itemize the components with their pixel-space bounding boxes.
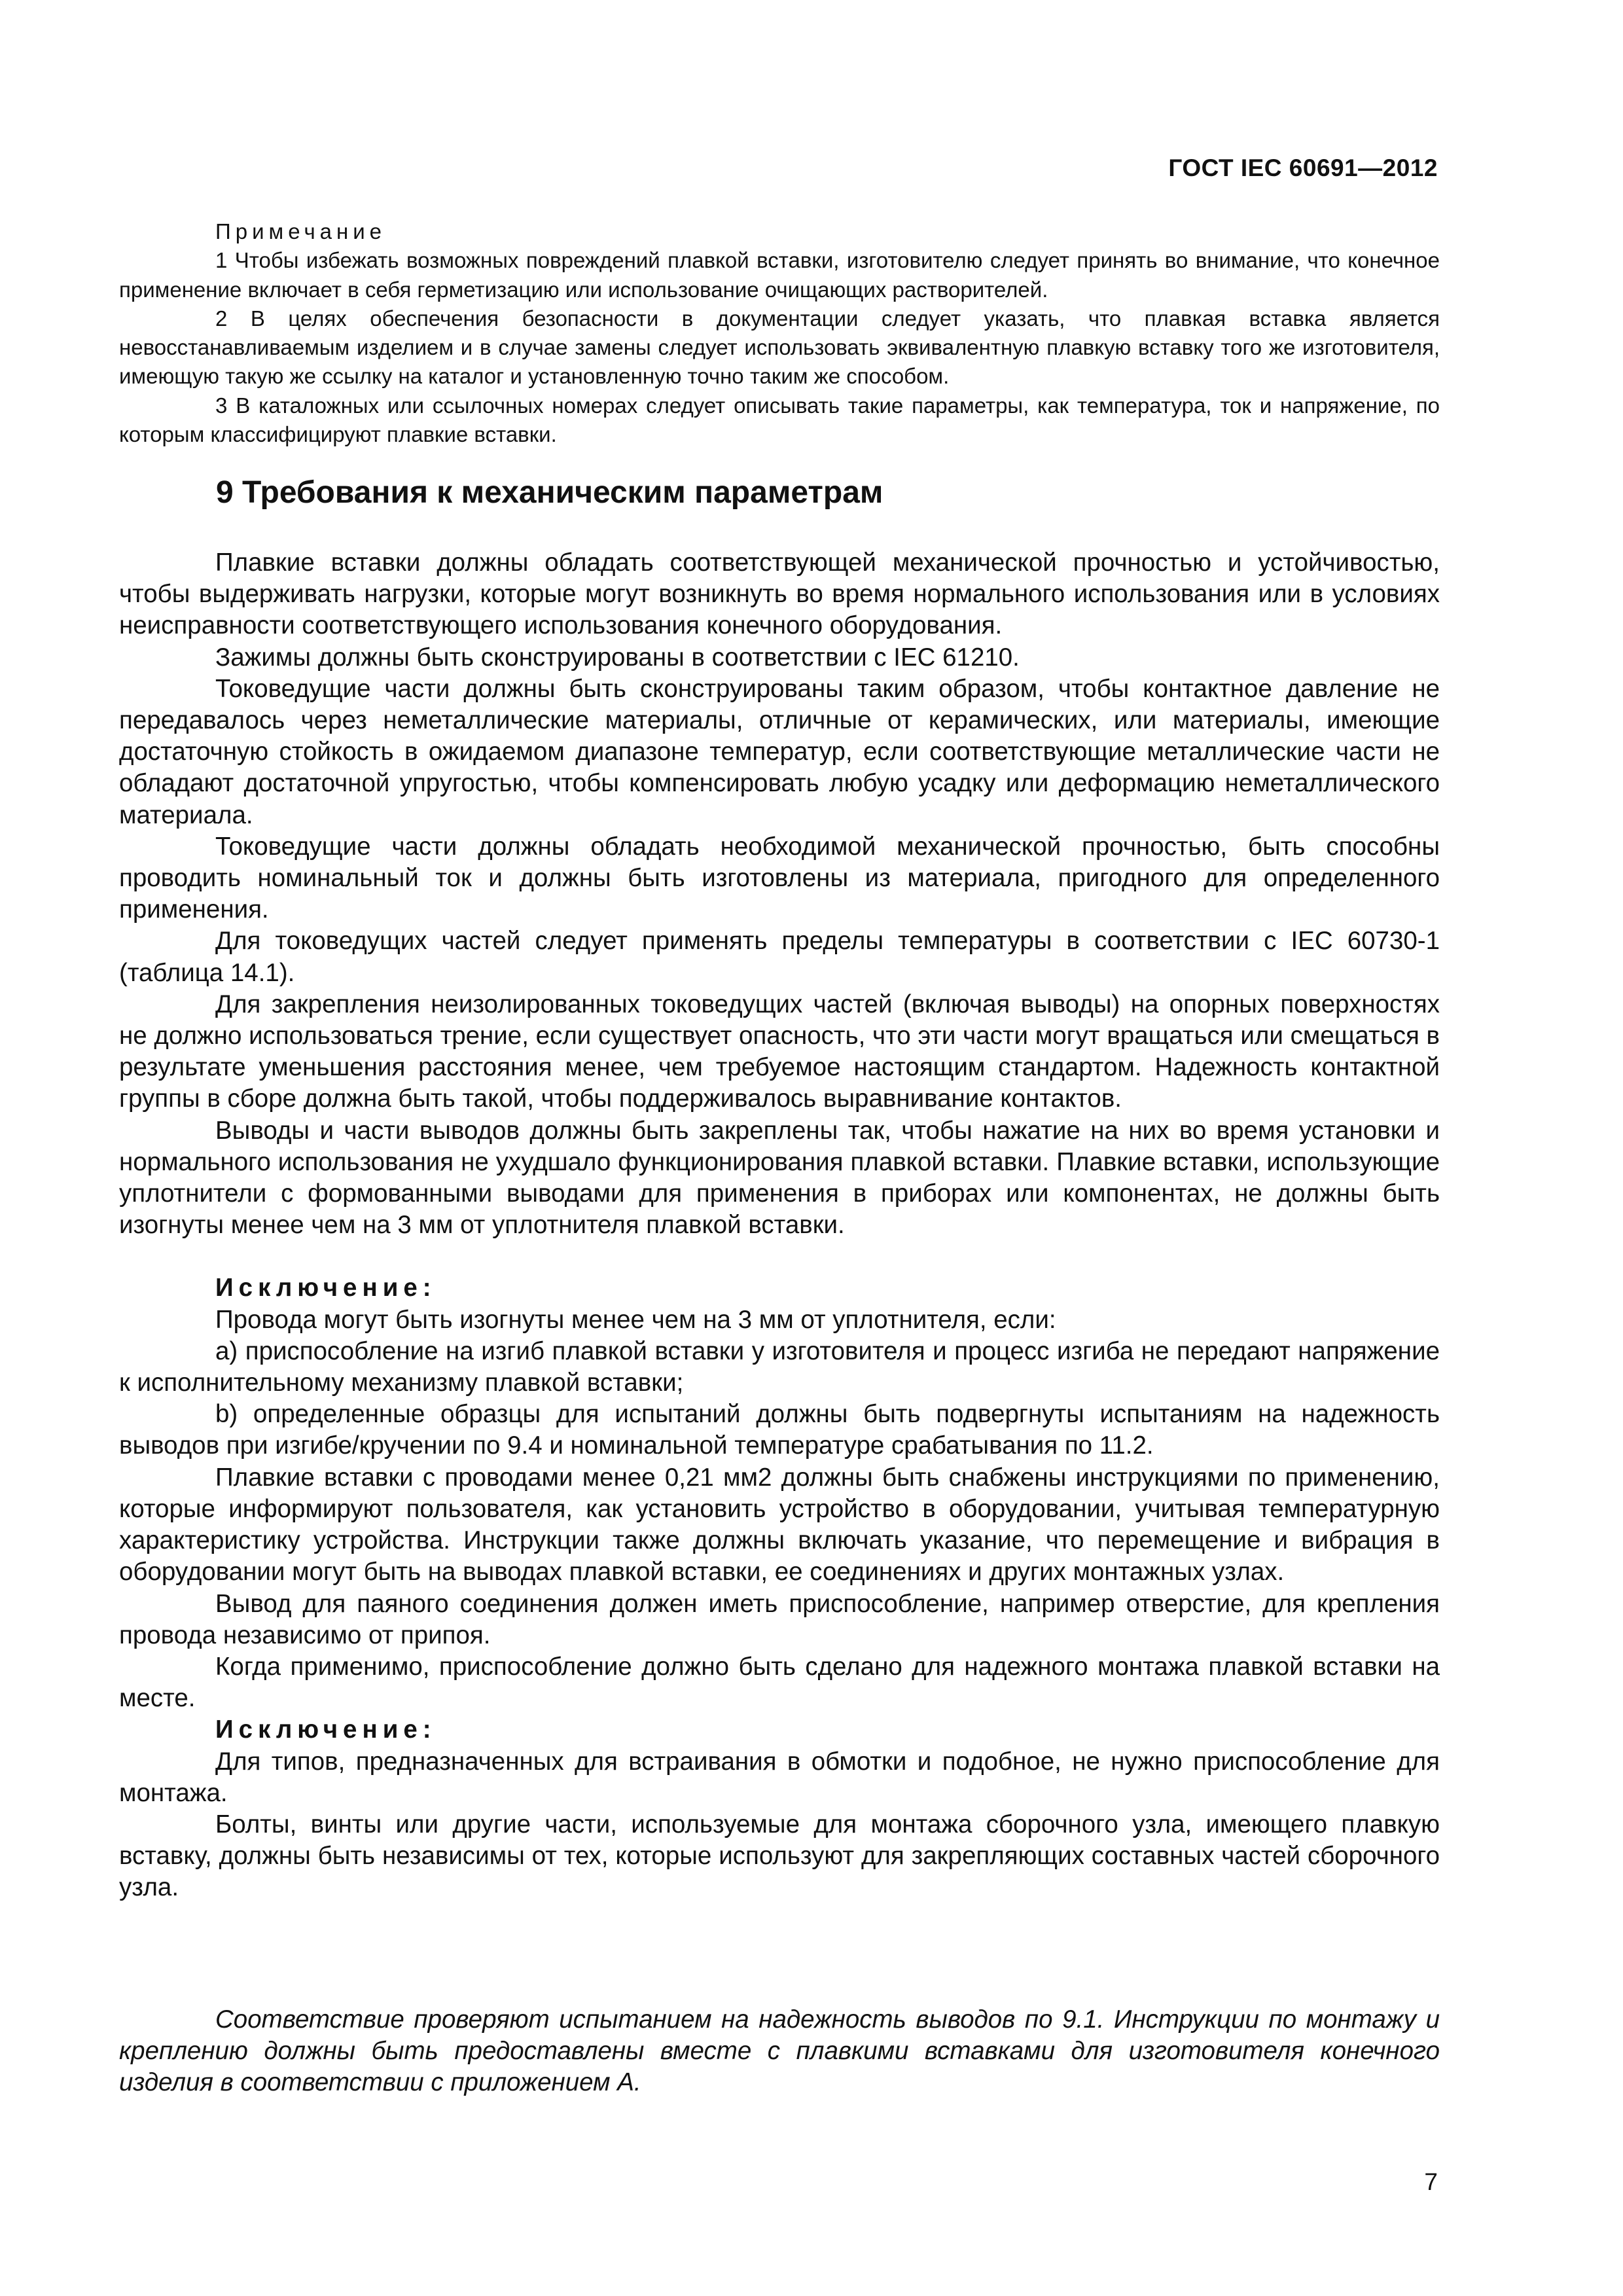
paragraph: Для типов, предназначенных для встраивания в обмотки и подобное, не нужно приспособление для монтажа.: [119, 1747, 1440, 1807]
section-heading: 9 Требования к механическим параметрам: [216, 475, 883, 510]
note-block: [119, 217, 1440, 449]
paragraph: Зажимы должны быть сконструированы в соответствии с IEC 61210.: [215, 643, 1020, 672]
document-code: ГОСТ IEC 60691—2012: [1168, 154, 1438, 181]
conformance-block: [119, 2004, 1440, 2099]
paragraph: Плавкие вставки с проводами менее 0,21 мм2 должны быть снабжены инструкциями по применению, которые информируют пользователя, как установить устройство в оборудовании, учитывая температурную характеристику устройства. Инструкции также должны включать указание, что перемещение и вибрация в оборудовании могут быть на выводах плавкой вставки, ее соединениях и других монтажных узлах.: [119, 1463, 1440, 1587]
paragraph: Для токоведущих частей следует применять пределы температуры в соответствии с IEC 60730-1 (таблица 14.1).: [119, 927, 1440, 987]
paragraph: Выводы и части выводов должны быть закреплены так, чтобы нажатие на них во время установки и нормального использования не ухудшало функционирования плавкой вставки. Плавкие вставки, использующие уплотнители с формованными выводами для применения в приборах или компонентах, не должны быть изогнуты менее чем на 3 мм от уплотнителя плавкой вставки.: [119, 1116, 1440, 1240]
list-item: b) определенные образцы для испытаний должны быть подвергнуты испытаниям на надежность выводов при изгибе/кручении по 9.4 и номинальной температуре срабатывания по 11.2.: [119, 1400, 1440, 1460]
note-item: 2 В целях обеспечения безопасности в документации следует указать, что плавкая вставка является невосстанавливаемым изделием и в случае замены следует использовать эквивалентную плавкую вставку того же изготовителя, имеющую такую же ссылку на каталог и установленную точно таким же способом.: [119, 306, 1440, 389]
spacer: [119, 1241, 1440, 1272]
exception-label: Исключение:: [215, 1715, 437, 1744]
paragraph: Для закрепления неизолированных токоведущих частей (включая выводы) на опорных поверхностях не должно использоваться трение, если существует опасность, что эти части могут вращаться или смещаться в результате уменьшения расстояния менее, чем требуемое настоящим стандартом. Надежность контактной группы в сборе должна быть такой, чтобы поддерживалось выравнивание контактов.: [119, 990, 1440, 1113]
paragraph: Провода могут быть изогнуты менее чем на 3 мм от уплотнителя, если:: [215, 1305, 1056, 1334]
paragraph: Вывод для паяного соединения должен иметь приспособление, например отверстие, для крепления провода независимо от припоя.: [119, 1589, 1440, 1649]
exception-label: Исключение:: [215, 1274, 437, 1302]
note-item: 3 В каталожных или ссылочных номерах следует описывать такие параметры, как температура, ток и напряжение, по которым классифицируют плавкие вставки.: [119, 393, 1440, 447]
note-label: Примечание: [215, 219, 387, 243]
note-item: 1 Чтобы избежать возможных повреждений плавкой вставки, изготовителю следует принять во внимание, что конечное применение включает в себя герметизацию или использование очищающих растворителей.: [119, 248, 1440, 302]
paragraph: Токоведущие части должны быть сконструированы таким образом, чтобы контактное давление не передавалось через неметаллические материалы, отличные от керамических, или материалы, имеющие достаточную стойкость в ожидаемом диапазоне температур, если соответствующие металлические части не обладают достаточной упругостью, чтобы компенсировать любую усадку или деформацию неметаллического материала.: [119, 674, 1440, 829]
paragraph: Болты, винты или другие части, используемые для монтажа сборочного узла, имеющего плавкую вставку, должны быть независимы от тех, которые используют для закрепляющих составных частей сборочного узла.: [119, 1810, 1440, 1902]
paragraph: Когда применимо, приспособление должно быть сделано для надежного монтажа плавкой вставки на месте.: [119, 1652, 1440, 1713]
page-number: 7: [1424, 2168, 1438, 2195]
paragraph: Плавкие вставки должны обладать соответствующей механической прочностью и устойчивостью, чтобы выдерживать нагрузки, которые могут возникнуть во время нормального использования или в условиях неисправности соответствующего использования конечного оборудования.: [119, 548, 1440, 640]
conformance-text: Соответствие проверяют испытанием на надежность выводов по 9.1. Инструкции по монтажу и креплению должны быть предоставлены вместе с плавкими вставками для изготовителя конечного изделия в соответствии с приложением А.: [119, 2005, 1440, 2097]
list-item: a) приспособление на изгиб плавкой вставки у изготовителя и процесс изгиба не передают напряжение к исполнительному механизму плавкой вставки;: [119, 1336, 1440, 1397]
section-body: [119, 547, 1440, 1904]
paragraph: Токоведущие части должны обладать необходимой механической прочностью, быть способны проводить номинальный ток и должны быть изготовлены из материала, пригодного для определенного применения.: [119, 832, 1440, 924]
